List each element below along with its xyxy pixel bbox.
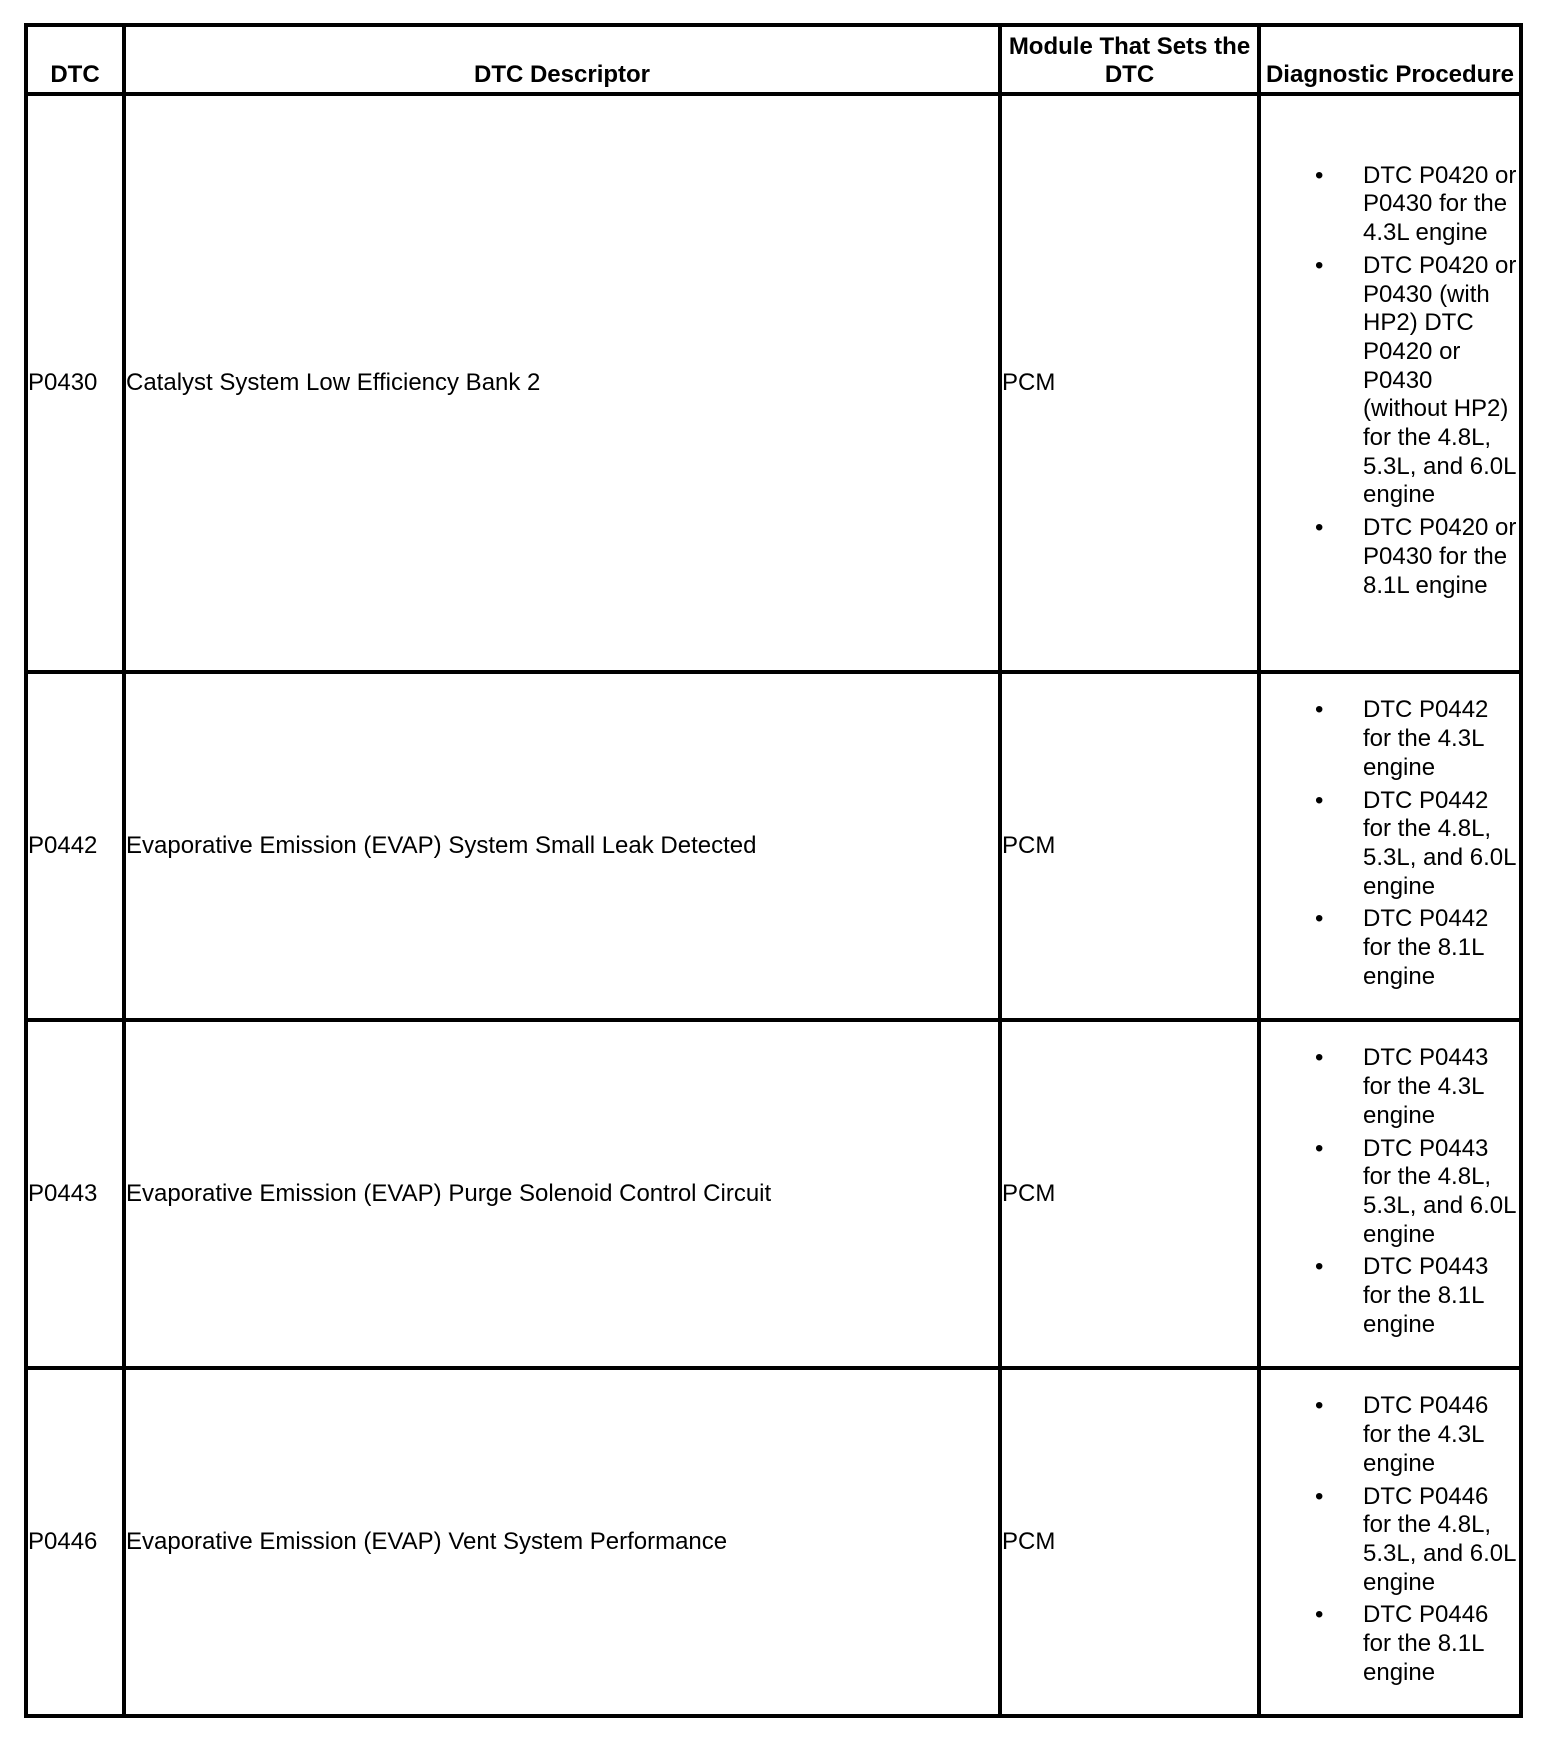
module-name: PCM — [1000, 94, 1259, 672]
bullet-icon: • — [1315, 1253, 1324, 1281]
bullet-icon: • — [1315, 786, 1324, 814]
dtc-descriptor: Evaporative Emission (EVAP) System Small Leak Detected — [124, 672, 1000, 1020]
bullet-icon: • — [1315, 905, 1324, 933]
procedure-link[interactable] — [1261, 1135, 1519, 1250]
procedure-text: DTC P0420 or P0430 for the 8.1L engine — [1363, 514, 1517, 599]
procedure-link[interactable] — [1261, 696, 1519, 782]
bullet-icon: • — [1315, 1392, 1324, 1420]
procedure-text: DTC P0446 for the 8.1L engine — [1363, 1601, 1489, 1686]
header-descriptor: DTC Descriptor — [124, 25, 1000, 94]
procedure-list — [1261, 1044, 1519, 1339]
procedure-cell — [1259, 672, 1521, 1020]
procedure-link[interactable] — [1261, 1601, 1519, 1687]
procedure-text: DTC P0442 for the 4.8L, 5.3L, and 6.0L engine — [1363, 786, 1516, 900]
procedure-link[interactable] — [1261, 162, 1519, 248]
procedure-list — [1261, 162, 1519, 601]
procedure-text: DTC P0420 or P0430 (with HP2) DTC P0420 or P0430 (without HP2) for the 4.8L, 5.3L, and 6.0L engine — [1363, 251, 1517, 509]
procedure-list — [1261, 1392, 1519, 1687]
dtc-code: P0446 — [26, 1368, 124, 1716]
procedure-link[interactable] — [1261, 252, 1519, 510]
header-procedure: Diagnostic Procedure — [1259, 25, 1521, 94]
bullet-icon: • — [1315, 1134, 1324, 1162]
procedure-text: DTC P0420 or P0430 for the 4.3L engine — [1363, 161, 1517, 247]
dtc-code: P0443 — [26, 1020, 124, 1368]
header-row — [26, 25, 1521, 94]
bullet-icon: • — [1315, 696, 1324, 724]
procedure-text: DTC P0443 for the 4.3L engine — [1363, 1044, 1489, 1129]
header-dtc: DTC — [26, 25, 124, 94]
table-row — [26, 94, 1521, 672]
bullet-icon: • — [1315, 251, 1324, 279]
module-name: PCM — [1000, 672, 1259, 1020]
procedure-text: DTC P0442 for the 4.3L engine — [1363, 696, 1489, 781]
bullet-icon: • — [1315, 161, 1324, 189]
dtc-table — [24, 23, 1523, 1718]
table-row — [26, 1368, 1521, 1716]
procedure-text: DTC P0446 for the 4.3L engine — [1363, 1392, 1489, 1477]
table-row — [26, 1020, 1521, 1368]
header-module: Module That Sets the DTC — [1000, 25, 1259, 94]
procedure-cell — [1259, 1368, 1521, 1716]
dtc-code: P0442 — [26, 672, 124, 1020]
dtc-descriptor: Evaporative Emission (EVAP) Vent System Performance — [124, 1368, 1000, 1716]
procedure-link[interactable] — [1261, 514, 1519, 600]
dtc-descriptor: Catalyst System Low Efficiency Bank 2 — [124, 94, 1000, 672]
procedure-cell — [1259, 1020, 1521, 1368]
bullet-icon: • — [1315, 514, 1324, 542]
procedure-link[interactable] — [1261, 1392, 1519, 1478]
procedure-link[interactable] — [1261, 905, 1519, 991]
module-name: PCM — [1000, 1368, 1259, 1716]
procedure-link[interactable] — [1261, 787, 1519, 902]
procedure-link[interactable] — [1261, 1253, 1519, 1339]
dtc-code: P0430 — [26, 94, 124, 672]
procedure-text: DTC P0442 for the 8.1L engine — [1363, 905, 1489, 990]
bullet-icon: • — [1315, 1601, 1324, 1629]
bullet-icon: • — [1315, 1044, 1324, 1072]
dtc-descriptor: Evaporative Emission (EVAP) Purge Solenoid Control Circuit — [124, 1020, 1000, 1368]
procedure-cell — [1259, 94, 1521, 672]
procedure-text: DTC P0446 for the 4.8L, 5.3L, and 6.0L engine — [1363, 1482, 1516, 1596]
procedure-text: DTC P0443 for the 4.8L, 5.3L, and 6.0L engine — [1363, 1134, 1516, 1248]
procedure-list — [1261, 696, 1519, 991]
procedure-link[interactable] — [1261, 1044, 1519, 1130]
procedure-text: DTC P0443 for the 8.1L engine — [1363, 1253, 1489, 1338]
table-row — [26, 672, 1521, 1020]
bullet-icon: • — [1315, 1482, 1324, 1510]
procedure-link[interactable] — [1261, 1483, 1519, 1598]
module-name: PCM — [1000, 1020, 1259, 1368]
